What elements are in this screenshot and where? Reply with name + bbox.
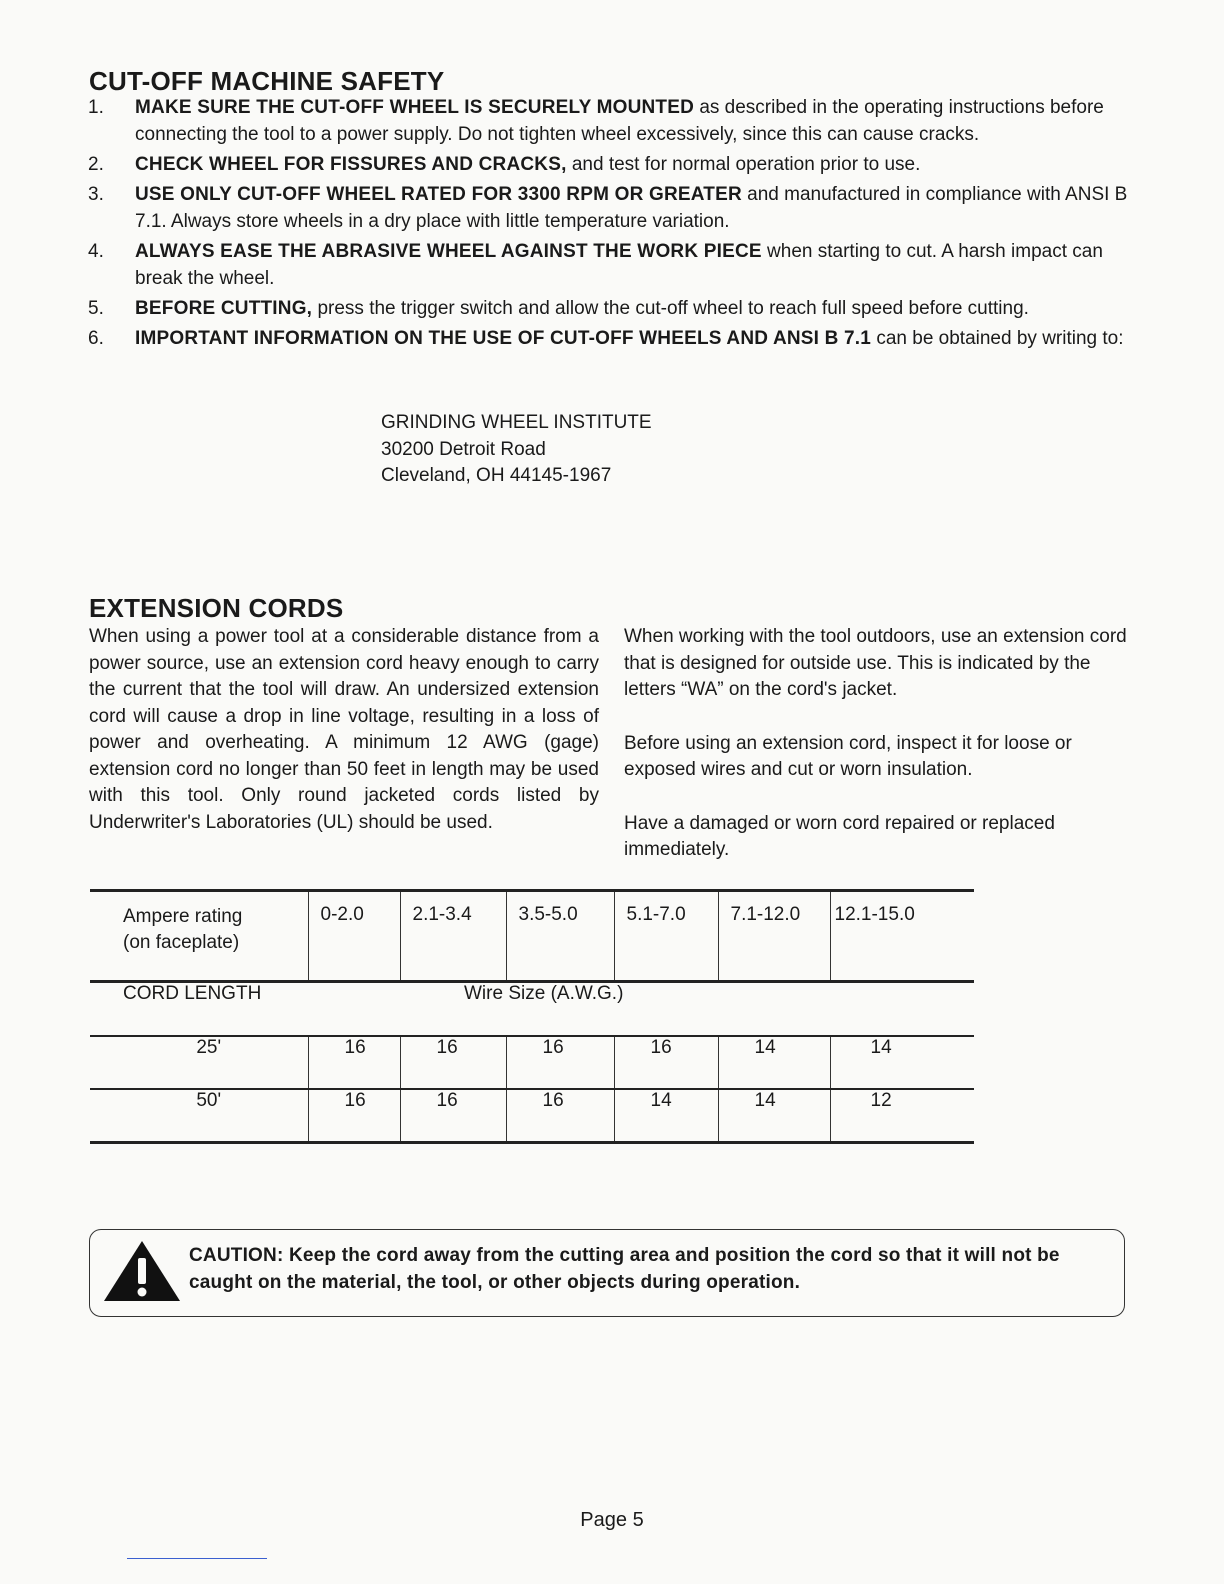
item-text: can be obtained by writing to: bbox=[871, 328, 1124, 349]
institute-address bbox=[381, 410, 652, 490]
table-header-row bbox=[90, 891, 974, 982]
ampere-range: 2.1-3.4 bbox=[400, 891, 506, 982]
wire-size-cell: 16 bbox=[400, 1036, 506, 1089]
safety-item bbox=[88, 325, 1134, 352]
safety-item bbox=[88, 151, 1134, 178]
item-text: as described in the operating instructions before connecting the tool to a power supply. Do not tighten wheel excessively, since this can cause cracks. bbox=[135, 97, 1104, 145]
ampere-range: 7.1-12.0 bbox=[718, 891, 830, 982]
item-number: 4. bbox=[88, 241, 104, 262]
cord-length-cell: 50' bbox=[90, 1089, 308, 1143]
safety-item bbox=[88, 94, 1134, 148]
extension-paragraph: Have a damaged or worn cord repaired or replaced immediately. bbox=[624, 812, 1055, 860]
item-bold: BEFORE CUTTING, bbox=[135, 298, 313, 319]
caution-text: CAUTION: Keep the cord away from the cutting area and position the cord so that it will not be caught on the material, the tool, or other objects during operation. bbox=[189, 1245, 1060, 1293]
page-number: Page 5 bbox=[580, 1509, 644, 1531]
ampere-range: 0-2.0 bbox=[308, 891, 400, 982]
safety-list bbox=[88, 94, 1134, 355]
item-number: 3. bbox=[88, 184, 104, 205]
table-row bbox=[90, 1089, 974, 1143]
item-bold: ALWAYS EASE THE ABRASIVE WHEEL AGAINST THE WORK PIECE bbox=[135, 241, 762, 262]
ampere-range: 3.5-5.0 bbox=[506, 891, 614, 982]
cord-length-label: CORD LENGTH bbox=[123, 983, 262, 1004]
address-line: 30200 Detroit Road bbox=[381, 438, 546, 460]
wire-size-cell: 14 bbox=[614, 1089, 718, 1143]
wire-size-cell: 14 bbox=[830, 1036, 974, 1089]
item-number: 6. bbox=[88, 328, 104, 349]
item-text: and test for normal operation prior to use. bbox=[566, 154, 921, 175]
item-bold: MAKE SURE THE CUT-OFF WHEEL IS SECURELY MOUNTED bbox=[135, 97, 695, 118]
extension-right-column bbox=[624, 624, 1134, 891]
wire-size-table bbox=[90, 889, 974, 1144]
wire-size-cell: 14 bbox=[718, 1089, 830, 1143]
cord-length-cell: 25' bbox=[90, 1036, 308, 1089]
item-number: 2. bbox=[88, 154, 104, 175]
safety-item bbox=[88, 181, 1134, 235]
table-row bbox=[90, 1036, 974, 1089]
address-line: Cleveland, OH 44145-1967 bbox=[381, 465, 612, 486]
wire-size-cell: 16 bbox=[308, 1089, 400, 1143]
safety-item bbox=[88, 295, 1134, 322]
divider bbox=[127, 1558, 267, 1559]
extension-paragraph: When using a power tool at a considerable distance from a power source, use an extension cord heavy enough to carry the current that the tool will draw. An undersized extension cord will cause a drop in line voltage, resulting in a loss of power and overheating. A minimum 12 AWG (gage) extension cord no longer than 50 feet in length may be used with this tool. Only round jacketed cords listed by Underwriter's Laboratories (UL) should be used. bbox=[89, 626, 599, 833]
header-line: Ampere rating bbox=[123, 906, 243, 927]
address-line: GRINDING WHEEL INSTITUTE bbox=[381, 412, 652, 433]
extension-paragraph: When working with the tool outdoors, use an extension cord that is designed for outside use. This is indicated by the letters “WA” on the cord's jacket. bbox=[624, 626, 1127, 700]
ampere-range: 12.1-15.0 bbox=[830, 891, 974, 982]
ampere-rating-header bbox=[90, 891, 308, 982]
warning-triangle-icon bbox=[102, 1238, 182, 1304]
wire-size-cell: 16 bbox=[614, 1036, 718, 1089]
extension-left-column bbox=[89, 624, 599, 863]
item-bold: IMPORTANT INFORMATION ON THE USE OF CUT-OFF WHEELS AND ANSI B 7.1 bbox=[135, 328, 872, 349]
item-bold: USE ONLY CUT-OFF WHEEL RATED FOR 3300 RPM OR GREATER bbox=[135, 184, 742, 205]
ampere-range: 5.1-7.0 bbox=[614, 891, 718, 982]
item-text: and manufactured in compliance with ANSI B 7.1. Always store wheels in a dry place with little temperature variation. bbox=[135, 184, 1128, 232]
header-line: (on faceplate) bbox=[123, 932, 240, 953]
wire-size-cell: 16 bbox=[308, 1036, 400, 1089]
wire-size-label: Wire Size (A.W.G.) bbox=[464, 983, 624, 1004]
item-text: when starting to cut. A harsh impact can break the wheel. bbox=[135, 241, 1103, 289]
item-text: press the trigger switch and allow the cut-off wheel to reach full speed before cutting. bbox=[312, 298, 1029, 319]
table-subheader-row bbox=[90, 982, 974, 1037]
wire-size-cell: 16 bbox=[506, 1036, 614, 1089]
caution-box bbox=[89, 1229, 1125, 1317]
item-number: 5. bbox=[88, 298, 104, 319]
safety-heading: CUT-OFF MACHINE SAFETY bbox=[89, 66, 445, 96]
wire-size-cell: 16 bbox=[400, 1089, 506, 1143]
safety-item bbox=[88, 238, 1134, 292]
extension-heading: EXTENSION CORDS bbox=[89, 593, 344, 623]
extension-paragraph: Before using an extension cord, inspect it for loose or exposed wires and cut or worn insulation. bbox=[624, 732, 1072, 780]
wire-size-cell: 16 bbox=[506, 1089, 614, 1143]
item-number: 1. bbox=[88, 97, 104, 118]
wire-size-cell: 14 bbox=[718, 1036, 830, 1089]
item-bold: CHECK WHEEL FOR FISSURES AND CRACKS, bbox=[135, 154, 567, 175]
wire-size-cell: 12 bbox=[830, 1089, 974, 1143]
